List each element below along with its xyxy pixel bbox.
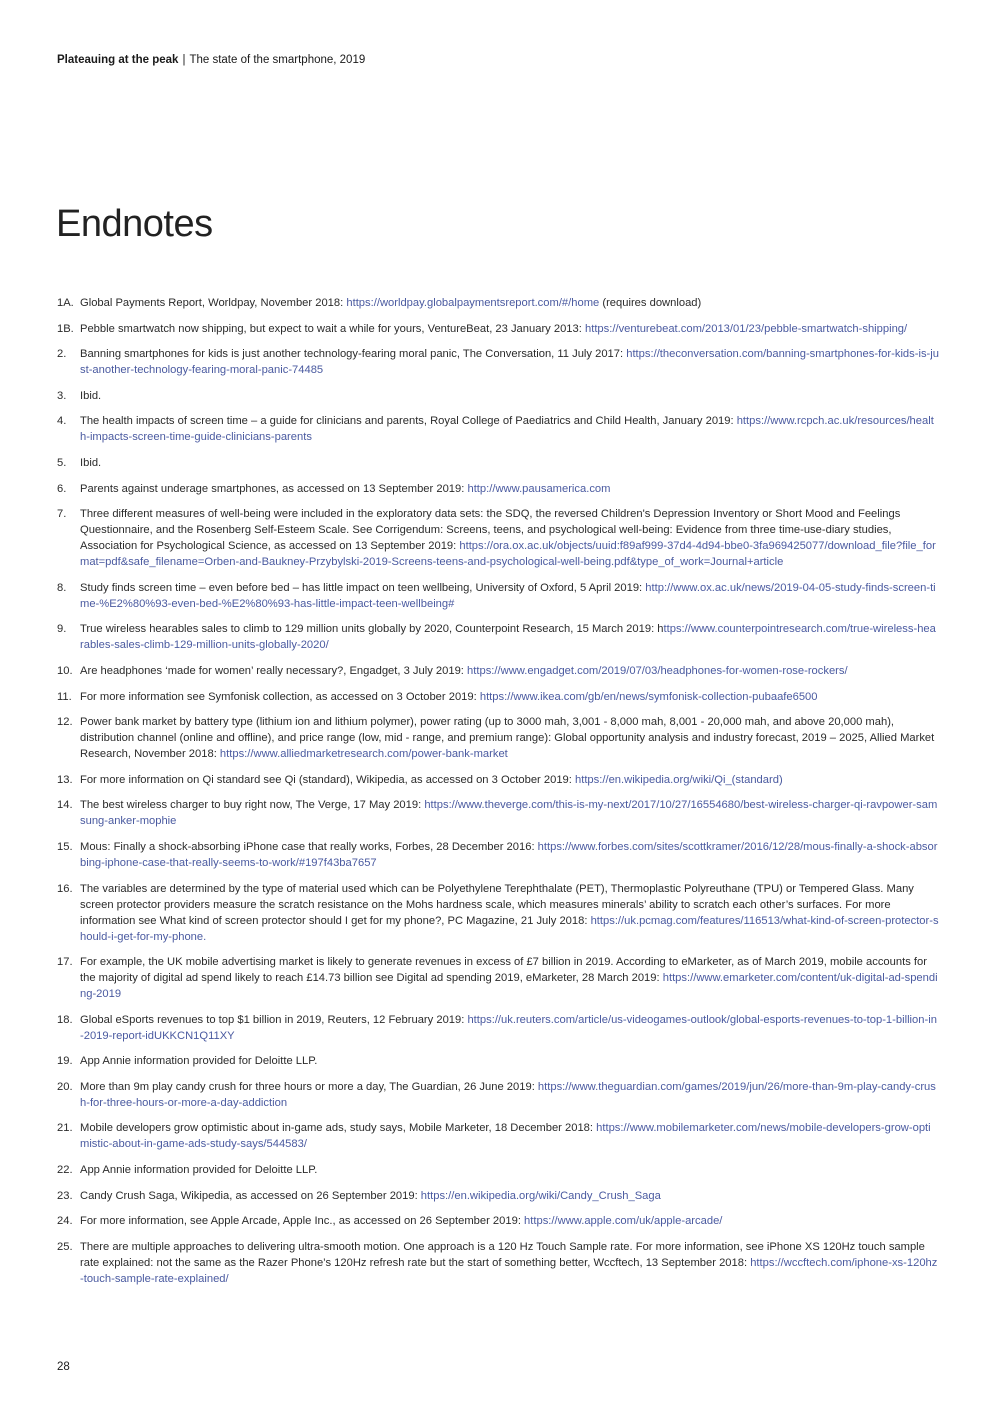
endnote-number: 13. xyxy=(57,773,73,786)
endnote-item xyxy=(57,580,939,612)
endnote-text: For more information see Symfonisk collection, as accessed on 3 October 2019: xyxy=(80,690,480,703)
endnote-number: 19. xyxy=(57,1055,73,1068)
endnote-number: 21. xyxy=(57,1122,73,1135)
endnote-number: 16. xyxy=(57,882,73,895)
endnote-number: 20. xyxy=(57,1080,73,1093)
endnote-text: Mous: Finally a shock-absorbing iPhone case that really works, Forbes, 28 December 2016: xyxy=(80,840,538,853)
endnote-number: 1B. xyxy=(57,322,74,335)
endnote-item xyxy=(57,413,939,445)
endnote-text: Ibid. xyxy=(80,389,102,402)
endnote-number: 7. xyxy=(57,508,67,521)
endnote-text: True wireless hearables sales to climb to 129 million units globally by 2020, Counterpoint Research, 15 March 2019: h xyxy=(80,623,664,636)
endnote-link[interactable]: https://uk.reuters.com/article/us-videogames-outlook/global-esports-revenues-to-top-1-billion-in-2019-report-idUKKCN1Q11XY xyxy=(80,1013,937,1042)
endnote-item xyxy=(57,295,939,311)
endnote-item xyxy=(57,1079,939,1111)
header-separator: | xyxy=(182,54,186,66)
endnote-number: 6. xyxy=(57,482,67,495)
endnote-number: 25. xyxy=(57,1240,73,1253)
endnote-link[interactable]: https://www.alliedmarketresearch.com/power-bank-market xyxy=(219,748,508,761)
endnote-number: 12. xyxy=(57,716,73,729)
endnote-link[interactable]: https://www.emarketer.com/content/uk-digital-ad-spending-2019 xyxy=(80,972,938,1001)
endnote-item xyxy=(57,388,939,404)
endnote-item xyxy=(57,506,939,570)
endnote-link[interactable]: https://www.theguardian.com/games/2019/jun/26/more-than-9m-play-candy-crush-for-three-hours-or-more-a-day-addiction xyxy=(80,1080,936,1109)
endnote-number: 17. xyxy=(57,956,73,969)
endnote-text: For more information on Qi standard see Qi (standard), Wikipedia, as accessed on 3 October 2019: xyxy=(80,773,575,786)
header-report-title: Plateauing at the peak xyxy=(57,54,179,66)
endnote-text: Candy Crush Saga, Wikipedia, as accessed on 26 September 2019: xyxy=(80,1189,421,1202)
endnote-text: The variables are determined by the type of material used which can be Polyethylene Terephthalate (PET), Thermoplastic Polyreuthane (TPU) or Tempered Glass. Many screen protector providers measure the scratch resistance on the Mohs hardness scale, which measures minerals’ ability to scratch each other’s surfaces. For more information see What kind of screen protector should I get for my phone?, PC Magazine, 21 July 2018: xyxy=(80,882,914,927)
endnote-link[interactable]: https://en.wikipedia.org/wiki/Qi_(standard) xyxy=(574,773,783,786)
endnote-number: 2. xyxy=(57,348,67,361)
endnote-number: 14. xyxy=(57,799,73,812)
endnote-suffix: (requires download) xyxy=(599,297,702,309)
endnote-text: App Annie information provided for Deloitte LLP. xyxy=(80,1164,318,1177)
endnote-link[interactable]: https://uk.pcmag.com/features/116513/what-kind-of-screen-protector-should-i-get-for-my-phone. xyxy=(80,914,939,943)
endnote-link[interactable]: http://www.ox.ac.uk/news/2019-04-05-study-finds-screen-time-%E2%80%93-even-bed-%E2%80%93-has-little-impact-teen-wellbeing# xyxy=(80,581,936,610)
endnote-text: Study finds screen time – even before bed – has little impact on teen wellbeing, University of Oxford, 5 April 2019: xyxy=(80,581,646,594)
endnote-link[interactable]: https://www.rcpch.ac.uk/resources/health-impacts-screen-time-guide-clinicians-parents xyxy=(80,415,934,444)
endnote-item xyxy=(57,1239,939,1287)
endnote-number: 11. xyxy=(57,690,72,703)
endnote-number: 10. xyxy=(57,664,73,677)
endnote-item xyxy=(57,797,939,829)
endnote-text: The health impacts of screen time – a guide for clinicians and parents, Royal College of Paediatrics and Child Health, January 2019: xyxy=(80,415,737,428)
endnote-link[interactable]: https://theconversation.com/banning-smartphones-for-kids-is-just-another-technology-fearing-moral-panic-74485 xyxy=(80,348,939,377)
endnote-item xyxy=(57,621,939,653)
endnote-text: Power bank market by battery type (lithium ion and lithium polymer), power rating (up to 3000 mah, 3,001 - 8,000 mah, 8,001 - 20,000 mah, and above 20,000 mah), distribution channel (online and offline), and price range (low, mid - range, and premium range): Global opportunity analysis and industry forecast, 2019 – 2025, Allied Market Research, November 2018: xyxy=(80,716,935,761)
endnote-number: 5. xyxy=(57,456,67,469)
endnote-link[interactable]: https://wccftech.com/iphone-xs-120hz-touch-sample-rate-explained/ xyxy=(80,1256,938,1285)
endnote-item xyxy=(57,1162,939,1178)
endnote-link[interactable]: ttps://www.counterpointresearch.com/true-wireless-hearables-sales-climb-129-million-units-globally-2020/ xyxy=(80,623,936,652)
endnote-item xyxy=(57,321,939,337)
header-subtitle: The state of the smartphone, 2019 xyxy=(189,54,366,66)
endnote-link[interactable]: https://www.forbes.com/sites/scottkramer/2016/12/28/mous-finally-a-shock-absorbing-iphone-case-that-really-seems-to-work/#197f43ba7657 xyxy=(80,840,938,869)
endnote-number: 24. xyxy=(57,1215,73,1228)
endnote-link[interactable]: https://www.apple.com/uk/apple-arcade/ xyxy=(524,1215,723,1228)
endnote-link[interactable]: https://venturebeat.com/2013/01/23/pebble-smartwatch-shipping/ xyxy=(584,322,908,335)
endnote-item xyxy=(57,881,939,945)
endnote-text: Ibid. xyxy=(80,456,102,469)
endnote-number: 23. xyxy=(57,1189,73,1202)
endnote-number: 15. xyxy=(57,840,73,853)
endnote-text: App Annie information provided for Deloitte LLP. xyxy=(80,1055,318,1068)
endnote-item xyxy=(57,1213,939,1229)
endnote-text: Pebble smartwatch now shipping, but expect to wait a while for yours, VentureBeat, 23 January 2013: xyxy=(80,322,585,335)
endnote-text: There are multiple approaches to delivering ultra-smooth motion. One approach is a 120 Hz Touch Sample rate. For more information, see iPhone XS 120Hz touch sample rate explained: not the same as the Razer Phone’s 120Hz refresh rate but the start of something better, Wccftech, 13 September 2018: xyxy=(80,1240,925,1269)
endnote-link[interactable]: https://www.ikea.com/gb/en/news/symfonisk-collection-pubaafe6500 xyxy=(479,690,818,703)
endnote-link[interactable]: https://www.mobilemarketer.com/news/mobile-developers-grow-optimistic-about-in-game-ads-study-says/544583/ xyxy=(80,1122,931,1151)
endnote-text: Are headphones ‘made for women’ really necessary?, Engadget, 3 July 2019: xyxy=(80,664,468,677)
endnote-link[interactable]: https://en.wikipedia.org/wiki/Candy_Crush_Saga xyxy=(420,1189,661,1202)
endnote-number: 4. xyxy=(57,415,67,428)
endnote-text: More than 9m play candy crush for three hours or more a day, The Guardian, 26 June 2019: xyxy=(80,1080,538,1093)
endnote-item xyxy=(57,1053,939,1069)
endnote-text: Three different measures of well-being were included in the exploratory data sets: the SDQ, the reversed Children's Depression Inventory or Short Mood and Feelings Questionnaire, and the Rosenberg Self-Esteem Scale. See Corrigendum: Screens, teens, and psychological well-being: Evidence from three time-use-diary studies, Association for Psychological Science, as accessed on 13 September 2019: xyxy=(80,508,901,553)
endnote-item xyxy=(57,689,939,705)
endnote-link[interactable]: http://www.pausamerica.com xyxy=(467,482,611,495)
endnote-text: The best wireless charger to buy right now, The Verge, 17 May 2019: xyxy=(80,799,425,812)
endnote-item xyxy=(57,1012,939,1044)
endnote-text: For example, the UK mobile advertising market is likely to generate revenues in excess of £7 billion in 2019. According to eMarketer, as of March 2019, mobile accounts for the majority of digital ad spend likely to reach £14.73 billion see Digital ad spending 2019, eMarketer, 28 March 2019: xyxy=(80,956,927,985)
endnote-number: 22. xyxy=(57,1164,73,1177)
endnote-text: Mobile developers grow optimistic about in-game ads, study says, Mobile Marketer, 18 December 2018: xyxy=(80,1122,597,1135)
endnote-number: 18. xyxy=(57,1013,73,1026)
page-title: Endnotes xyxy=(56,203,213,245)
endnote-number: 1A. xyxy=(57,297,74,309)
endnote-text: For more information, see Apple Arcade, Apple Inc., as accessed on 26 September 2019: xyxy=(80,1215,525,1228)
endnote-link[interactable]: https://www.theverge.com/this-is-my-next/2017/10/27/16554680/best-wireless-charger-qi-ravpower-samsung-anker-mophie xyxy=(80,799,938,828)
endnote-item xyxy=(57,481,939,497)
endnote-number: 3. xyxy=(57,389,67,402)
endnote-item xyxy=(57,1120,939,1152)
endnote-item xyxy=(57,839,939,871)
page-number: 28 xyxy=(57,1361,70,1373)
endnote-text: Banning smartphones for kids is just another technology-fearing moral panic, The Conversation, 11 July 2017: xyxy=(80,348,627,361)
endnote-item xyxy=(57,772,939,788)
endnote-number: 8. xyxy=(57,581,67,594)
endnotes-list xyxy=(57,295,939,1296)
endnote-item xyxy=(57,663,939,679)
endnote-text: Parents against underage smartphones, as accessed on 13 September 2019: xyxy=(80,482,468,495)
endnote-link[interactable]: https://ora.ox.ac.uk/objects/uuid:f89af999-37d4-4d94-bbe0-3fa969425077/download_file?file_format=pdf&safe_filename=Orben-and-Baukney-Przybylski-2019-Screens-teens-and-psychological-well-being.pdf&type_of_work=Journal+article xyxy=(80,540,936,569)
endnote-item xyxy=(57,954,939,1002)
endnote-item xyxy=(57,346,939,378)
endnote-link[interactable]: https://www.engadget.com/2019/07/03/headphones-for-women-rose-rockers/ xyxy=(467,664,848,677)
endnote-item xyxy=(57,714,939,762)
endnote-text: Global Payments Report, Worldpay, November 2018: xyxy=(80,297,347,309)
endnote-link[interactable]: https://worldpay.globalpaymentsreport.com/#/home xyxy=(346,297,600,309)
endnote-item xyxy=(57,455,939,471)
endnote-number: 9. xyxy=(57,623,67,636)
running-header xyxy=(57,54,365,66)
endnote-text: Global eSports revenues to top $1 billion in 2019, Reuters, 12 February 2019: xyxy=(80,1013,468,1026)
endnote-item xyxy=(57,1188,939,1204)
